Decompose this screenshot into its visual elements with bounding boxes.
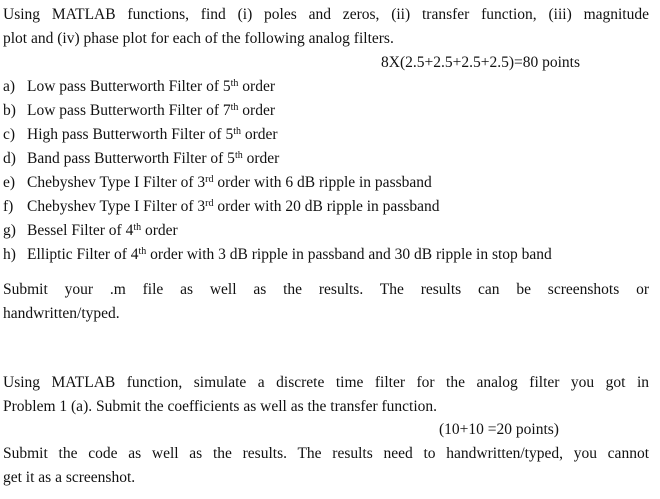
list-item-c [3,123,278,147]
list-item-h [3,243,552,267]
ordinal-suffix: th [233,126,241,137]
list-item-e [3,171,432,195]
list-item-text-tail: order [238,102,275,119]
list-item-text-tail: order [241,126,278,143]
list-marker: a) [3,78,16,95]
list-marker: b) [3,102,16,119]
list-item-text-tail: order [242,150,280,167]
list-item-text: Chebyshev Type I Filter of 3 [27,198,206,215]
list-item-f [3,195,440,219]
list-item-text: Band pass Butterworth Filter of 5 [27,150,235,167]
list-item-text: Chebyshev Type I Filter of 3 [27,174,206,191]
list-item-text-tail: order [141,222,178,239]
list-item-text-tail: order with 20 dB ripple in passband [213,198,440,215]
problem1-submit-line2: handwritten/typed. [3,305,120,322]
list-item-text-tail: order with 3 dB ripple in passband and 30 dB ripple in stop band [146,246,552,263]
list-marker: c) [3,126,16,143]
problem1-intro-line2: plot and (iv) phase plot for each of the following analog filters. [3,30,394,47]
list-item-text-tail: order [238,78,275,95]
list-item-g [3,219,178,243]
ordinal-suffix: th [138,246,147,257]
ordinal-suffix: th [230,78,239,89]
list-marker: f) [3,198,14,215]
list-marker: e) [3,174,16,191]
list-item-b [3,99,275,123]
ordinal-suffix: th [133,222,142,233]
list-item-text-tail: order with 6 dB ripple in passband [213,174,432,191]
problem2-intro-line2: Problem 1 (a). Submit the coefficients as well as the transfer function. [3,398,438,415]
problem1-points: 8X(2.5+2.5+2.5+2.5)=80 points [381,54,581,71]
list-marker: g) [3,222,16,239]
problem2-submit-line2: get it as a screenshot. [3,469,136,486]
problem1-intro-line1: Using MATLAB functions, find (i) poles and zeros, (ii) transfer function, (iii) magnitude [3,6,649,23]
list-marker: h) [3,246,16,263]
problem2-submit-line1: Submit the code as well as the results. The results need to handwritten/typed, you cannot [3,445,649,462]
list-item-d [3,147,279,171]
list-item-text: High pass Butterworth Filter of 5 [27,126,234,143]
problem2-intro-line1: Using MATLAB function, simulate a discrete time filter for the analog filter you got in [3,374,649,391]
list-item-text: Bessel Filter of 4 [27,222,134,239]
list-item-text: Low pass Butterworth Filter of 5 [27,78,231,95]
ordinal-suffix: th [234,150,243,161]
list-marker: d) [3,150,16,167]
ordinal-suffix: rd [205,174,214,185]
ordinal-suffix: th [230,102,239,113]
list-item-a [3,75,275,99]
list-item-text: Elliptic Filter of 4 [27,246,139,263]
problem1-submit-line1: Submit your .m file as well as the results. The results can be screenshots or [3,281,649,298]
problem2-points: (10+10 =20 points) [439,421,559,438]
ordinal-suffix: rd [205,198,214,209]
list-item-text: Low pass Butterworth Filter of 7 [27,102,231,119]
